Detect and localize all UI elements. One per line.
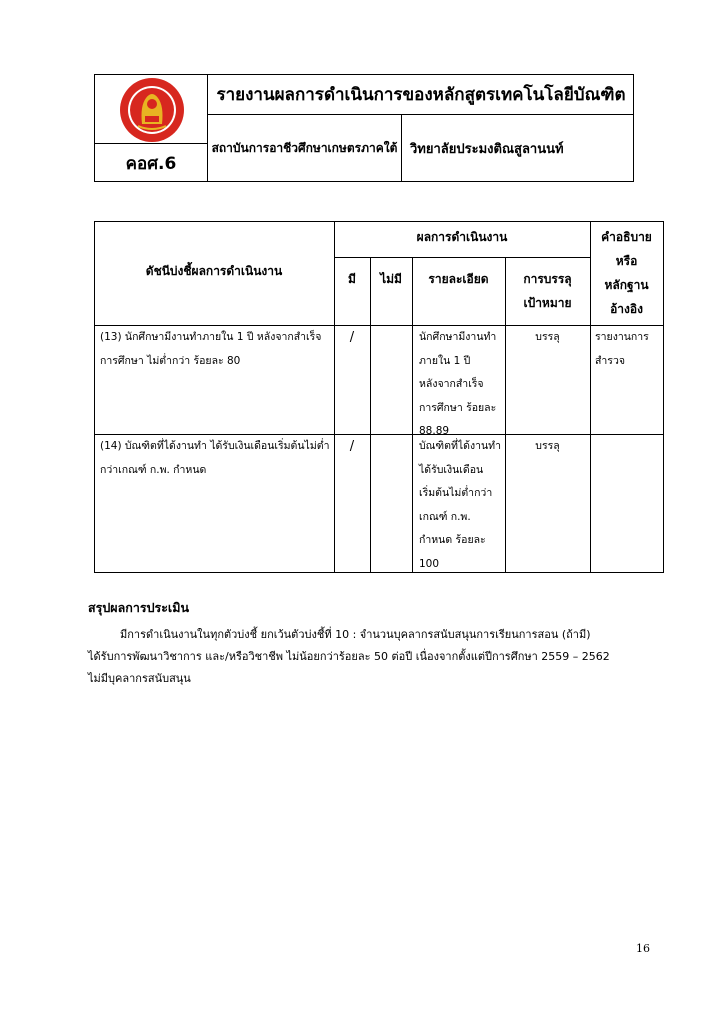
row-14-yes-mark: / [349, 439, 355, 454]
row-13-achievement: บรรลุ [535, 331, 560, 343]
row-13-evidence-line1: รายงานการ [595, 331, 649, 343]
row-13-indicator-line1: (13) นักศึกษามีงานทำภายใน 1 ปี หลังจากสำเร็จ [100, 331, 322, 343]
row-13-detail-line: การศึกษา ร้อยละ [419, 401, 497, 414]
row-14-indicator-line2: กว่าเกณฑ์ ก.พ. กำหนด [100, 463, 207, 476]
row-13-yes-mark: / [349, 330, 355, 345]
col-header-yes: มี [348, 272, 356, 286]
summary-line-3: ไม่มีบุคลากรสนับสนุน [88, 672, 191, 685]
college-seal-logo [112, 76, 192, 144]
page-number: 16 [636, 942, 650, 955]
col-header-evidence-line4: อ้างอิง [610, 302, 643, 316]
row-13-detail-line: 88.89 [419, 425, 450, 437]
indicator-table [94, 221, 664, 573]
summary-line-1: มีการดำเนินงานในทุกตัวบ่งชี้ ยกเว้นตัวบ่งชี้ที่ 10 : จำนวนบุคลากรสนับสนุนการเรียนการสอน (ถ้ามี) [120, 628, 591, 641]
row-14-detail-line: 100 [419, 557, 440, 570]
row-14-detail-line: เริ่มต้นไม่ต่ำกว่า [419, 487, 493, 499]
col-header-evidence-line3: หลักฐาน [604, 278, 649, 292]
logo-cell [95, 75, 208, 144]
row-13-evidence-line2: สำรวจ [595, 354, 625, 367]
row-13-indicator-line2: การศึกษา ไม่ต่ำกว่า ร้อยละ 80 [100, 354, 241, 367]
row-14-detail-line: ได้รับเงินเดือน [419, 463, 484, 476]
row-13-detail-line: หลังจากสำเร็จ [419, 378, 484, 390]
institute-name: สถาบันการอาชีวศึกษาเกษตรภาคใต้ [208, 115, 402, 182]
row-13-detail-line: นักศึกษามีงานทำ [419, 331, 497, 343]
col-header-results: ผลการดำเนินงาน [416, 230, 508, 244]
table-row-13-indicator [100, 326, 332, 373]
row-14-detail-line: เกณฑ์ ก.พ. [419, 510, 471, 523]
form-code: คอศ.6 [95, 144, 208, 182]
col-header-achievement-line1: การบรรลุ [523, 272, 572, 286]
row-13-evidence [595, 326, 663, 373]
col-header-details: รายละเอียด [428, 272, 489, 286]
row-14-detail-line: กำหนด ร้อยละ [419, 534, 486, 546]
summary-heading: สรุปผลการประเมิน [88, 600, 189, 615]
col-header-evidence [590, 225, 663, 321]
report-title: รายงานผลการดำเนินการของหลักสูตรเทคโนโลยีบัณฑิต [208, 75, 634, 115]
row-14-achievement: บรรลุ [535, 440, 560, 452]
table-row-14-indicator [100, 435, 332, 482]
row-14-indicator-line1: (14) บัณฑิตที่ได้งานทำ ได้รับเงินเดือนเริ่มต้นไม่ต่ำ [100, 440, 330, 452]
summary-line-2: ได้รับการพัฒนาวิชาการ และ/หรือวิชาชีพ ไม่น้อยกว่าร้อยละ 50 ต่อปี เนื่องจากตั้งแต่ปีการศึกษา 2559 – 2562 [88, 650, 610, 663]
summary-paragraph [88, 624, 668, 690]
col-header-evidence-line1: คำอธิบาย [601, 230, 652, 244]
col-header-evidence-line2: หรือ [615, 254, 638, 268]
college-name: วิทยาลัยประมงติณสูลานนท์ [410, 142, 564, 157]
row-14-detail-line: บัณฑิตที่ได้งานทำ [419, 440, 501, 452]
row-13-detail-line: ภายใน 1 ปี [419, 354, 471, 367]
row-14-details [419, 435, 505, 576]
col-header-indicator: ดัชนีบ่งชี้ผลการดำเนินงาน [145, 264, 283, 278]
row-13-details [419, 326, 505, 444]
col-header-achievement-line2: เป้าหมาย [523, 296, 572, 310]
col-header-achievement [505, 267, 590, 315]
report-header-table [94, 74, 634, 182]
col-header-no: ไม่มี [380, 272, 402, 286]
